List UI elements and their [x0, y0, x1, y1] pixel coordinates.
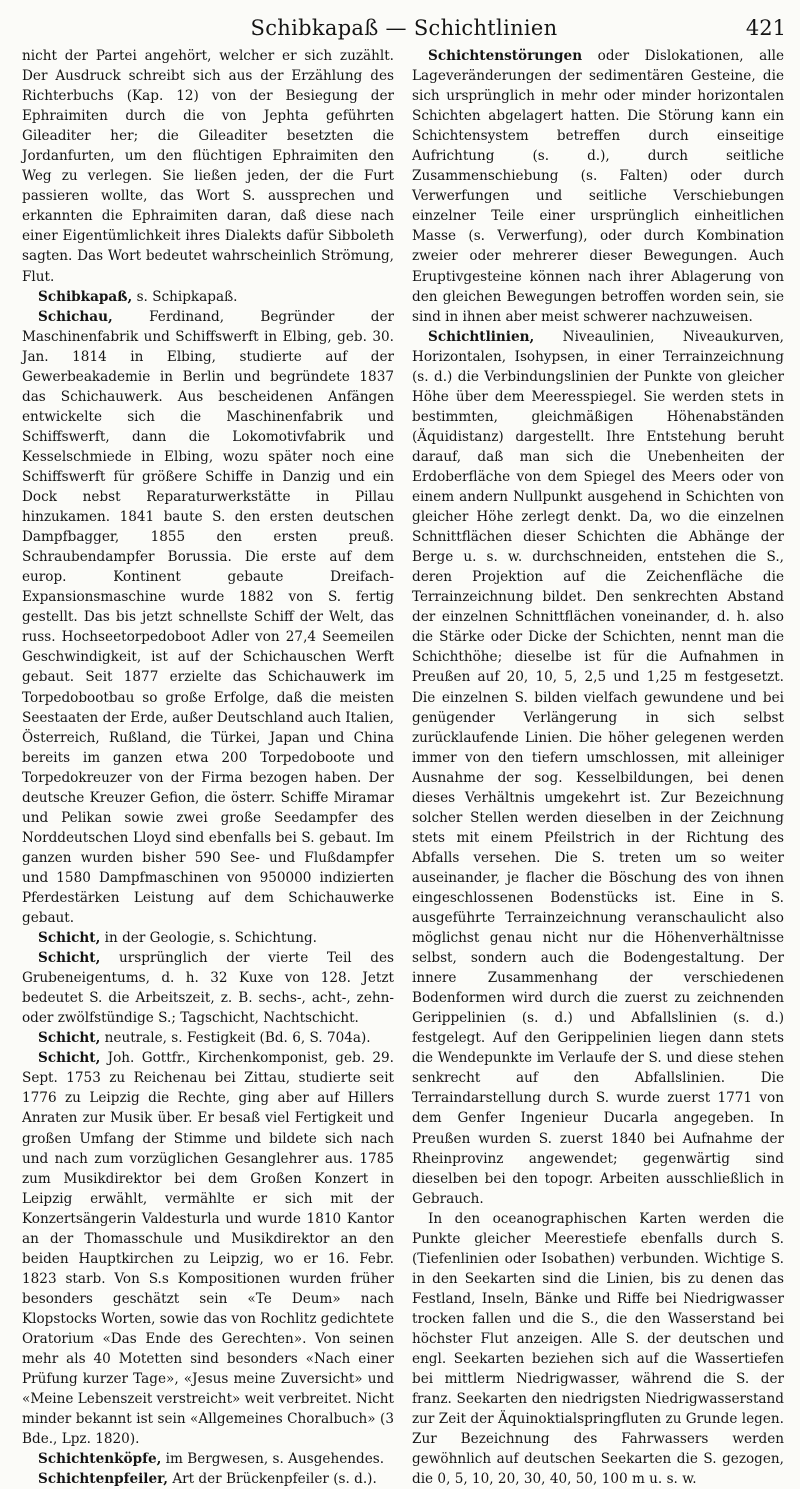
headword: Schicht,	[38, 1030, 101, 1047]
entry-schichtlinien	[412, 327, 784, 1209]
entry-text: ursprünglich der vierte Teil des Grubeneigentums, d. h. 32 Kuxe von 128. Jetzt bedeutet S. die Arbeitszeit, z. B. sechs-, acht-, zehn- oder zwölfstündige S.; Tagschicht, Nachtschicht.	[22, 950, 394, 1027]
page-header	[22, 10, 786, 46]
entry-schichtenpfeiler	[22, 1469, 394, 1489]
entry-text: s. Schipkapaß.	[132, 288, 238, 305]
headword: Schicht,	[38, 1050, 101, 1067]
headword: Schichtlinien,	[428, 328, 535, 345]
entry-schichtenkoepfe	[22, 1449, 394, 1469]
headword: Schicht,	[38, 950, 101, 967]
entry-schichtenstoerungen	[412, 46, 784, 327]
entry-schibkapass	[22, 287, 394, 307]
running-title: Schibkapaß — Schichtlinien	[250, 16, 558, 40]
entry-text: in der Geologie, s. Schichtung.	[100, 930, 318, 947]
entry-text: Joh. Gottfr., Kirchenkomponist, geb. 29. Sept. 1753 zu Reichenau bei Zittau, studierte seit 1776 zu Leipzig die Rechte, ging aber auf Hillers Anraten zur Musik über. Er besaß viel Fertigkeit und großen Umfang der Stimme und bildete sich nach und nach zum vorzüglichen Gesanglehrer aus. 1785 zum Musikdirektor bei dem Großen Konzert in Leipzig erwählt, vermählte er sich mit der Konzertsängerin Valdesturla und wurde 1810 Kantor an der Thomasschule und Musikdirektor an den beiden Hauptkirchen zu Leipzig, wo er 16. Febr. 1823 starb. Von S.s Kompositionen wurden früher besonders geschätzt sein «Te Deum» nach Klopstocks Worten, sowie das von Rochlitz gedichtete Oratorium «Das Ende des Gerechten». Von seinen mehr als 40 Motetten sind besonders «Nach einer Prüfung kurzer Tage», «Jesus meine Zuversicht» und «Meine Lebenszeit verstreicht» weit verbreitet. Nicht minder bekannt ist sein «Allgemeines Choralbuch» (3 Bde., Lpz. 1820).	[22, 1050, 394, 1448]
headword: Schichtenstörungen	[428, 48, 583, 64]
entry-schichau	[22, 307, 394, 928]
entry-text: neutrale, s. Festigkeit (Bd. 6, S. 704a).	[100, 1030, 371, 1047]
entry-text: Niveaulinien, Niveaukurven, Horizontalen, Isohypsen, in einer Terrainzeichnung (s. d.) die Verbindungslinien der Punkte von gleicher Höhe über dem Meeresspiegel. Sie werden stets in bestimmten, gleichmäßigen Höhenabständen (Äquidistanz) dargestellt. Ihre Entstehung beruht darauf, daß man sich die Unebenheiten der Erdoberfläche von dem Spiegel des Meers oder von einem andern Nullpunkt ausgehend in Schichten von gleicher Höhe zerlegt denkt. Da, wo die einzelnen Schnittflächen dieser Schichten die Abhänge der Berge u. s. w. durchschneiden, entstehen die S., deren Projektion auf die Zeichenfläche die Terrainzeichnung bildet. Den senkrechten Abstand der einzelnen Schnittflächen voneinander, d. h. also die Stärke oder Dicke der Schichten, nennt man die Schichthöhe; dieselbe ist für die Aufnahmen in Preußen auf 20, 10, 5, 2,5 und 1,25 m festgesetzt. Die einzelnen S. bilden vielfach gewundene und bei genügender Verlängerung in sich selbst zurücklaufende Linien. Die höher gelegenen werden immer von den tiefern umschlossen, mit alleiniger Ausnahme der sog. Kesselbildungen, bei denen dieses Verhältnis umgekehrt ist. Zur Bezeichnung solcher Stellen werden dieselben in der Zeichnung stets mit einem Pfeilstrich in der Richtung des Abfalls versehen. Die S. treten um so weiter auseinander, je flacher die Böschung des von ihnen eingeschlossenen Bodenstücks ist. Eine in S. ausgeführte Terrainzeichnung veranschaulicht also möglichst genau nicht nur die Höhenverhältnisse selbst, sondern auch die Bodengestaltung. Der innere Zusammenhang der verschiedenen Bodenformen wird durch die zuerst zu zeichnenden Gerippelinien (s. d.) und Abfallslinien (s. d.) festgelegt. Auf den Gerippelinien liegen dann stets die Wendepunkte im Verlaufe der S. und diese stehen senkrecht auf den Abfallslinien. Die Terraindarstellung durch S. wurde zuerst 1771 von dem Genfer Ingenieur Ducarla angegeben. In Preußen wurden S. zuerst 1840 bei Aufnahme der Rheinprovinz angewendet; gegenwärtig sind dieselben bei den topogr. Arbeiten ausschließlich in Gebrauch.	[412, 328, 784, 1207]
left-column	[22, 46, 394, 1489]
entry-text: In den oceanographischen Karten werden die Punkte gleicher Meerestiefe ebenfalls durch S. (Tiefenlinien oder Isobathen) verbunden. Wichtige S. in den Seekarten sind die Linien, bis zu denen das Festland, Inseln, Bänke und Riffe bei Niedrigwasser trocken fallen und die S., die den Wasserstand bei höchster Flut anzeigen. Alle S. der deutschen und engl. Seekarten beziehen sich auf die Wassertiefen bei mittlerm Niedrigwasser, während die S. der franz. Seekarten den niedrigsten Niedrigwasserstand zur Zeit der Äquinoktialspringfluten zu Grunde legen. Zur Bezeichnung des Fahrwassers werden gewöhnlich auf deutschen Seekarten die S. gezogen, die 0, 5, 10, 20, 30, 40, 50, 100 m u. s. w.	[412, 1210, 784, 1488]
entry-continuation	[22, 46, 394, 287]
entry-text: Art der Brückenpfeiler (s. d.).	[168, 1471, 377, 1488]
entry-text: Ferdinand, Begründer der Maschinenfabrik und Schiffswerft in Elbing, geb. 30. Jan. 1814 in Elbing, studierte auf der Gewerbeakademie in Berlin und begründete 1837 das Schichauwerk. Aus bescheidenen Anfängen entwickelte sich die Maschinenfabrik und Schiffswerft, dann die Lokomotivfabrik und Kesselschmiede in Elbing, wozu später noch eine Schiffswerft für größere Schiffe in Danzig und ein Dock nebst Reparaturwerkstätte in Pillau hinzukamen. 1841 baute S. den ersten deutschen Dampfbagger, 1855 den ersten preuß. Schraubendampfer Borussia. Die erste auf dem europ. Kontinent gebaute Dreifach-Expansionsmaschine wurde 1882 von S. fertig gestellt. Das bis jetzt schnellste Schiff der Welt, das russ. Hochseetorpedoboot Adler von 27,4 Seemeilen Geschwindigkeit, ist auf der Schichauschen Werft gebaut. Seit 1877 erzielte das Schichauwerk im Torpedobootbau so große Erfolge, daß die meisten Seestaaten der Erde, außer Deutschland auch Italien, Österreich, Rußland, die Türkei, Japan und China bereits im ganzen etwa 200 Torpedoboote und Torpedokreuzer von der Firma bezogen haben. Der deutsche Kreuzer Gefion, die österr. Schiffe Miramar und Pelikan sowie zwei große Seedampfer des Norddeutschen Lloyd sind ebenfalls bei S. gebaut. Im ganzen wurden bisher 590 See- und Flußdampfer und 1580 Dampfmaschinen von 950000 indizierten Pferdestärken Leistung auf dem Schichauwerke gebaut.	[22, 308, 394, 927]
right-column	[412, 46, 784, 1489]
page-number: 421	[745, 16, 786, 40]
entry-schichtlinien-ocean	[412, 1209, 784, 1489]
text-columns	[22, 46, 786, 1489]
entry-schicht-neutrale	[22, 1028, 394, 1048]
entry-text: im Bergwesen, s. Ausgehendes.	[161, 1451, 385, 1468]
headword: Schichtenköpfe,	[38, 1451, 162, 1468]
headword: Schichau,	[38, 308, 113, 325]
entry-text: oder Dislokationen, alle Lageveränderungen der sedimentären Gesteine, die sich ursprünglich in mehr oder minder horizontalen Schichten abgelagert hatten. Die Störung kann ein Schichtensystem betreffen durch einseitige Aufrichtung (s. d.), durch seitliche Zusammenschiebung (s. Falten) oder durch Verwerfungen und seitliche Verschiebungen einzelner Teile einer ursprünglich einheitlichen Masse (s. Verwerfung), oder durch Kombination zweier oder mehrerer dieser Bewegungen. Auch Eruptivgesteine können nach ihrer Ablagerung von den gleichen Bewegungen betroffen worden sein, sie sind in ihnen aber meist schwerer nachzuweisen.	[412, 48, 784, 325]
entry-schicht-geologie	[22, 928, 394, 948]
entry-schicht-bergbau	[22, 948, 394, 1028]
entry-schicht-komponist	[22, 1048, 394, 1449]
headword: Schichtenpfeiler,	[38, 1471, 168, 1488]
entry-text: nicht der Partei angehört, welcher er sich zuzählt. Der Ausdruck schreibt sich aus der Erzählung des Richterbuchs (Kap. 12) von der Besiegung der Ephraimiten durch die von Jephta geführten Gileaditer her; die Gileaditer besetzten die Jordanfurten, um den flüchtigen Ephraimiten den Weg zu verlegen. Sie ließen jeden, der die Furt passieren wollte, das Wort S. aussprechen und erkannten die Ephraimiten daran, daß diese nach einer Eigentümlichkeit ihres Dialekts dafür Sibboleth sagten. Das Wort bedeutet wahrscheinlich Strömung, Flut.	[22, 48, 394, 285]
headword: Schibkapaß,	[38, 288, 133, 305]
headword: Schicht,	[38, 930, 101, 947]
